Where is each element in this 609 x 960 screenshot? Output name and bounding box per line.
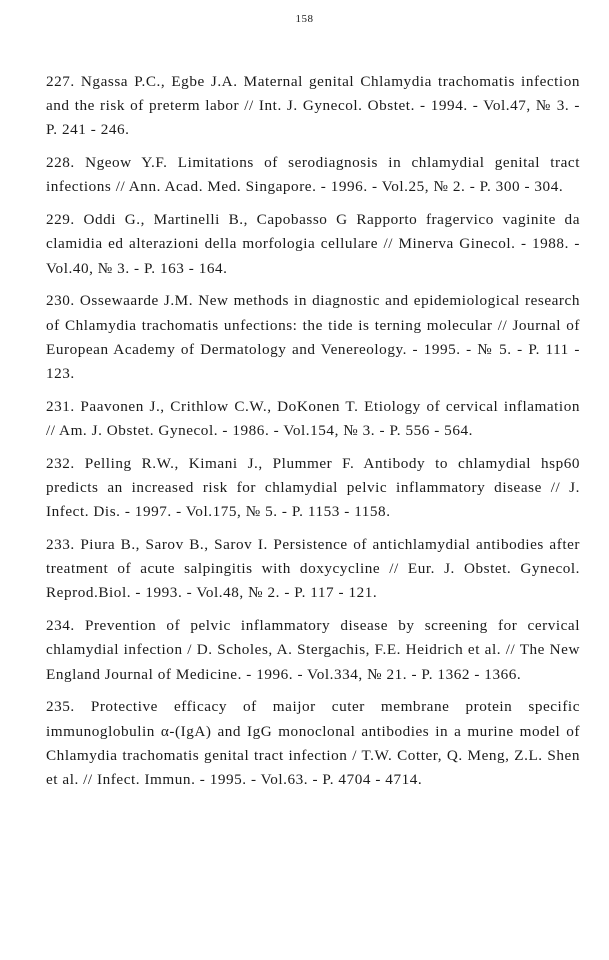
- reference-number: 231.: [46, 397, 75, 415]
- reference-item: [46, 533, 580, 606]
- reference-text: Pelling R.W., Kimani J., Plummer F. Antibody to chlamydial hsp60 predicts an increased risk for chlamydial pelvic inflammatory disease // J. Infect. Dis. - 1997. - Vol.175, № 5. - P. 1153 - 1158.: [46, 454, 580, 521]
- reference-item: [46, 395, 580, 443]
- reference-item: [46, 289, 580, 386]
- reference-text: Oddi G., Martinelli B., Capobasso G Rapporto fragervico vaginite da clamidia ed alterazioni della morfologia cellulare // Minerva Ginecol. - 1988. - Vol.40, № 3. - P. 163 - 164.: [46, 211, 580, 277]
- reference-text: Piura B., Sarov B., Sarov I. Persistence of antichlamydial antibodies after treatment of acute salpingitis with doxycycline // Eur. J. Obstet. Gynecol. Reprod.Biol. - 1993. - Vol.48, № 2. - P. 117 - 121.: [46, 536, 580, 602]
- reference-text: Prevention of pelvic inflammatory disease by screening for cervical chlamydial infection / D. Scholes, A. Stergachis, F.E. Heidrich et al. // The New England Journal of Medicine. - 1996. - Vol.334, № 21. - P. 1362 - 1366.: [46, 617, 580, 683]
- reference-text: Protective efficacy of maijor cuter membrane protein specific immunoglobulin α-(IgA) and IgG monoclonal antibodies in a murine model of Chlamydia trachomatis genital tract infection / T.W. Cotter, Q. Meng, Z.L. Shen et al. // Infect. Immun. - 1995. - Vol.63. - P. 4704 - 4714.: [46, 698, 580, 789]
- reference-number: 230.: [46, 292, 75, 310]
- reference-number: 229.: [46, 211, 75, 229]
- reference-item: [46, 695, 580, 792]
- reference-number: 232.: [46, 454, 75, 472]
- reference-number: 228.: [46, 154, 75, 172]
- reference-number: 233.: [46, 536, 75, 554]
- reference-text: Ossewaarde J.M. New methods in diagnostic and epidemiological research of Chlamydia trachomatis unfections: the tide is terning molecular // Journal of European Academy of Dermatology and Venereology. - 1995. - № 5. - P. 111 - 123.: [46, 292, 580, 383]
- reference-item: [46, 151, 580, 199]
- reference-number: 227.: [46, 73, 75, 90]
- reference-text: Ngeow Y.F. Limitations of serodiagnosis in chlamydial genital tract infections // Ann. Acad. Med. Singapore. - 1996. - Vol.25, № 2. - P. 300 - 304.: [46, 154, 580, 196]
- page-number: 158: [295, 13, 314, 25]
- reference-item: [46, 452, 580, 525]
- reference-item: [46, 614, 580, 687]
- reference-item: [46, 70, 580, 143]
- reference-text: Ngassa P.C., Egbe J.A. Maternal genital Chlamydia trachomatis infection and the risk of preterm labor // Int. J. Gynecol. Obstet. - 1994. - Vol.47, № 3. - P. 241 - 246.: [46, 73, 580, 139]
- reference-list: [46, 70, 580, 801]
- reference-item: [46, 208, 580, 281]
- reference-number: 234.: [46, 617, 75, 635]
- reference-number: 235.: [46, 698, 75, 716]
- reference-text: Paavonen J., Crithlow C.W., DoKonen T. Etiology of cervical inflamation // Am. J. Obstet. Gynecol. - 1986. - Vol.154, № 3. - P. 556 - 564.: [46, 397, 580, 440]
